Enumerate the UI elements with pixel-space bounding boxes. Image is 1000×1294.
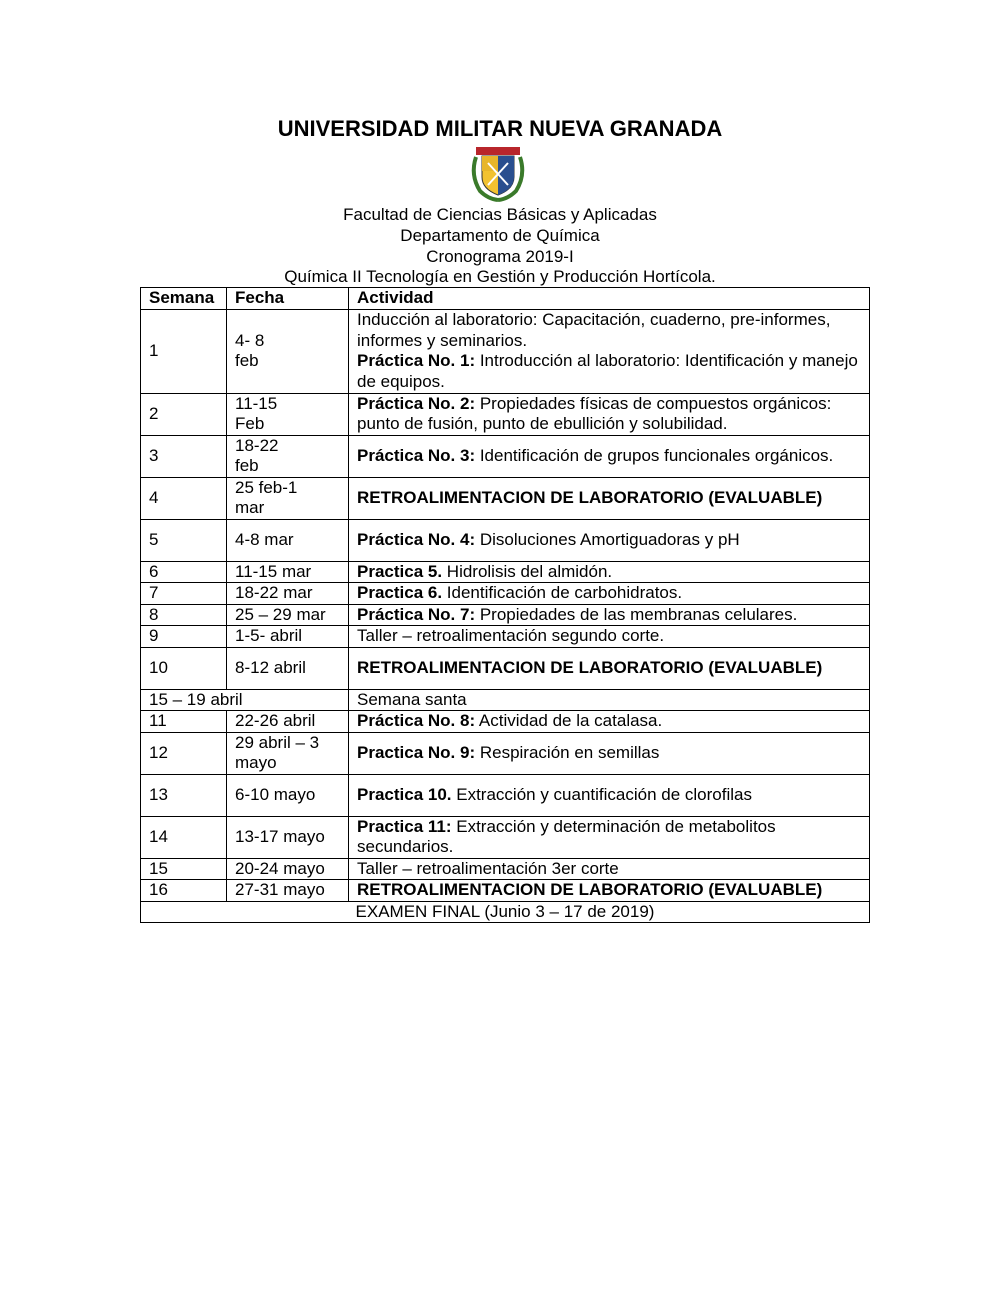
- course-line: Química II Tecnología en Gestión y Producción Hortícola.: [284, 267, 716, 286]
- header-fecha: Fecha: [227, 288, 349, 310]
- week-date: 11-15 mar: [227, 561, 349, 583]
- week-date: 6-10 mayo: [227, 774, 349, 816]
- week-date: 25 – 29 mar: [227, 604, 349, 626]
- week-activity: Práctica No. 2: Propiedades físicas de compuestos orgánicos: punto de fusión, punto de ebullición y solubilidad.: [349, 393, 870, 435]
- table-row: [141, 732, 870, 774]
- week-activity: Practica No. 9: Respiración en semillas: [349, 732, 870, 774]
- week-number: 2: [141, 393, 227, 435]
- week-date: 4-8 mar: [227, 519, 349, 561]
- week-number: 4: [141, 477, 227, 519]
- table-row: [141, 519, 870, 561]
- table-row-holiday: [141, 689, 870, 711]
- table-row: [141, 816, 870, 858]
- university-crest-logo: [466, 143, 530, 203]
- table-row: [141, 880, 870, 902]
- header-actividad: Actividad: [349, 288, 870, 310]
- week-number: 1: [141, 309, 227, 393]
- week-activity: Práctica No. 7: Propiedades de las membranas celulares.: [349, 604, 870, 626]
- week-date: 27-31 mayo: [227, 880, 349, 902]
- department-line: Departamento de Química: [400, 226, 600, 245]
- week-date: 18-22 feb: [227, 435, 349, 477]
- week-activity: Taller – retroalimentación 3er corte: [349, 858, 870, 880]
- week-activity: RETROALIMENTACION DE LABORATORIO (EVALUABLE): [349, 880, 870, 902]
- table-row: [141, 604, 870, 626]
- week-number: 8: [141, 604, 227, 626]
- week-number: 5: [141, 519, 227, 561]
- week-date: 1-5- abril: [227, 626, 349, 648]
- table-row: [141, 774, 870, 816]
- week-activity: Practica 10. Extracción y cuantificación de clorofilas: [349, 774, 870, 816]
- table-row: [141, 309, 870, 393]
- table-row: [141, 583, 870, 605]
- week-activity: Practica 5. Hidrolisis del almidón.: [349, 561, 870, 583]
- week-date: 11-15 Feb: [227, 393, 349, 435]
- final-exam-note: EXAMEN FINAL (Junio 3 – 17 de 2019): [141, 901, 870, 923]
- table-row: [141, 393, 870, 435]
- table-row: [141, 561, 870, 583]
- week-number: 14: [141, 816, 227, 858]
- holiday-date: 15 – 19 abril: [141, 689, 349, 711]
- holiday-activity: Semana santa: [349, 689, 870, 711]
- week-number: 11: [141, 711, 227, 733]
- faculty-line: Facultad de Ciencias Básicas y Aplicadas: [343, 205, 657, 224]
- week-date: 29 abril – 3 mayo: [227, 732, 349, 774]
- week-number: 3: [141, 435, 227, 477]
- header-semana: Semana: [141, 288, 227, 310]
- week-number: 9: [141, 626, 227, 648]
- week-number: 10: [141, 647, 227, 689]
- week-date: 18-22 mar: [227, 583, 349, 605]
- university-title: UNIVERSIDAD MILITAR NUEVA GRANADA: [277, 116, 723, 141]
- table-header-row: [141, 288, 870, 310]
- week-activity: Inducción al laboratorio: Capacitación, cuaderno, pre-informes, informes y seminarios. Práctica No. 1: Introducción al laboratorio: Identificación y manejo de equipos.: [349, 309, 870, 393]
- week-number: 16: [141, 880, 227, 902]
- schedule-line: Cronograma 2019-I: [426, 247, 574, 266]
- week-activity: Taller – retroalimentación segundo corte.: [349, 626, 870, 648]
- week-number: 7: [141, 583, 227, 605]
- schedule-table: [140, 287, 870, 923]
- week-number: 12: [141, 732, 227, 774]
- week-number: 15: [141, 858, 227, 880]
- week-date: 25 feb-1 mar: [227, 477, 349, 519]
- week-date: 22-26 abril: [227, 711, 349, 733]
- week-activity: Práctica No. 3: Identificación de grupos funcionales orgánicos.: [349, 435, 870, 477]
- table-row: [141, 711, 870, 733]
- table-row: [141, 647, 870, 689]
- table-row: [141, 477, 870, 519]
- table-row: [141, 858, 870, 880]
- week-number: 6: [141, 561, 227, 583]
- table-footer-row: [141, 901, 870, 923]
- week-date: 20-24 mayo: [227, 858, 349, 880]
- week-activity: Práctica No. 4: Disoluciones Amortiguadoras y pH: [349, 519, 870, 561]
- week-activity: Práctica No. 8: Actividad de la catalasa.: [349, 711, 870, 733]
- week-activity: RETROALIMENTACION DE LABORATORIO (EVALUABLE): [349, 477, 870, 519]
- week-date: 4- 8 feb: [227, 309, 349, 393]
- week-activity: RETROALIMENTACION DE LABORATORIO (EVALUABLE): [349, 647, 870, 689]
- week-date: 13-17 mayo: [227, 816, 349, 858]
- week-date: 8-12 abril: [227, 647, 349, 689]
- week-number: 13: [141, 774, 227, 816]
- week-activity: Practica 6. Identificación de carbohidratos.: [349, 583, 870, 605]
- week-activity: Practica 11: Extracción y determinación de metabolitos secundarios.: [349, 816, 870, 858]
- table-row: [141, 435, 870, 477]
- table-row: [141, 626, 870, 648]
